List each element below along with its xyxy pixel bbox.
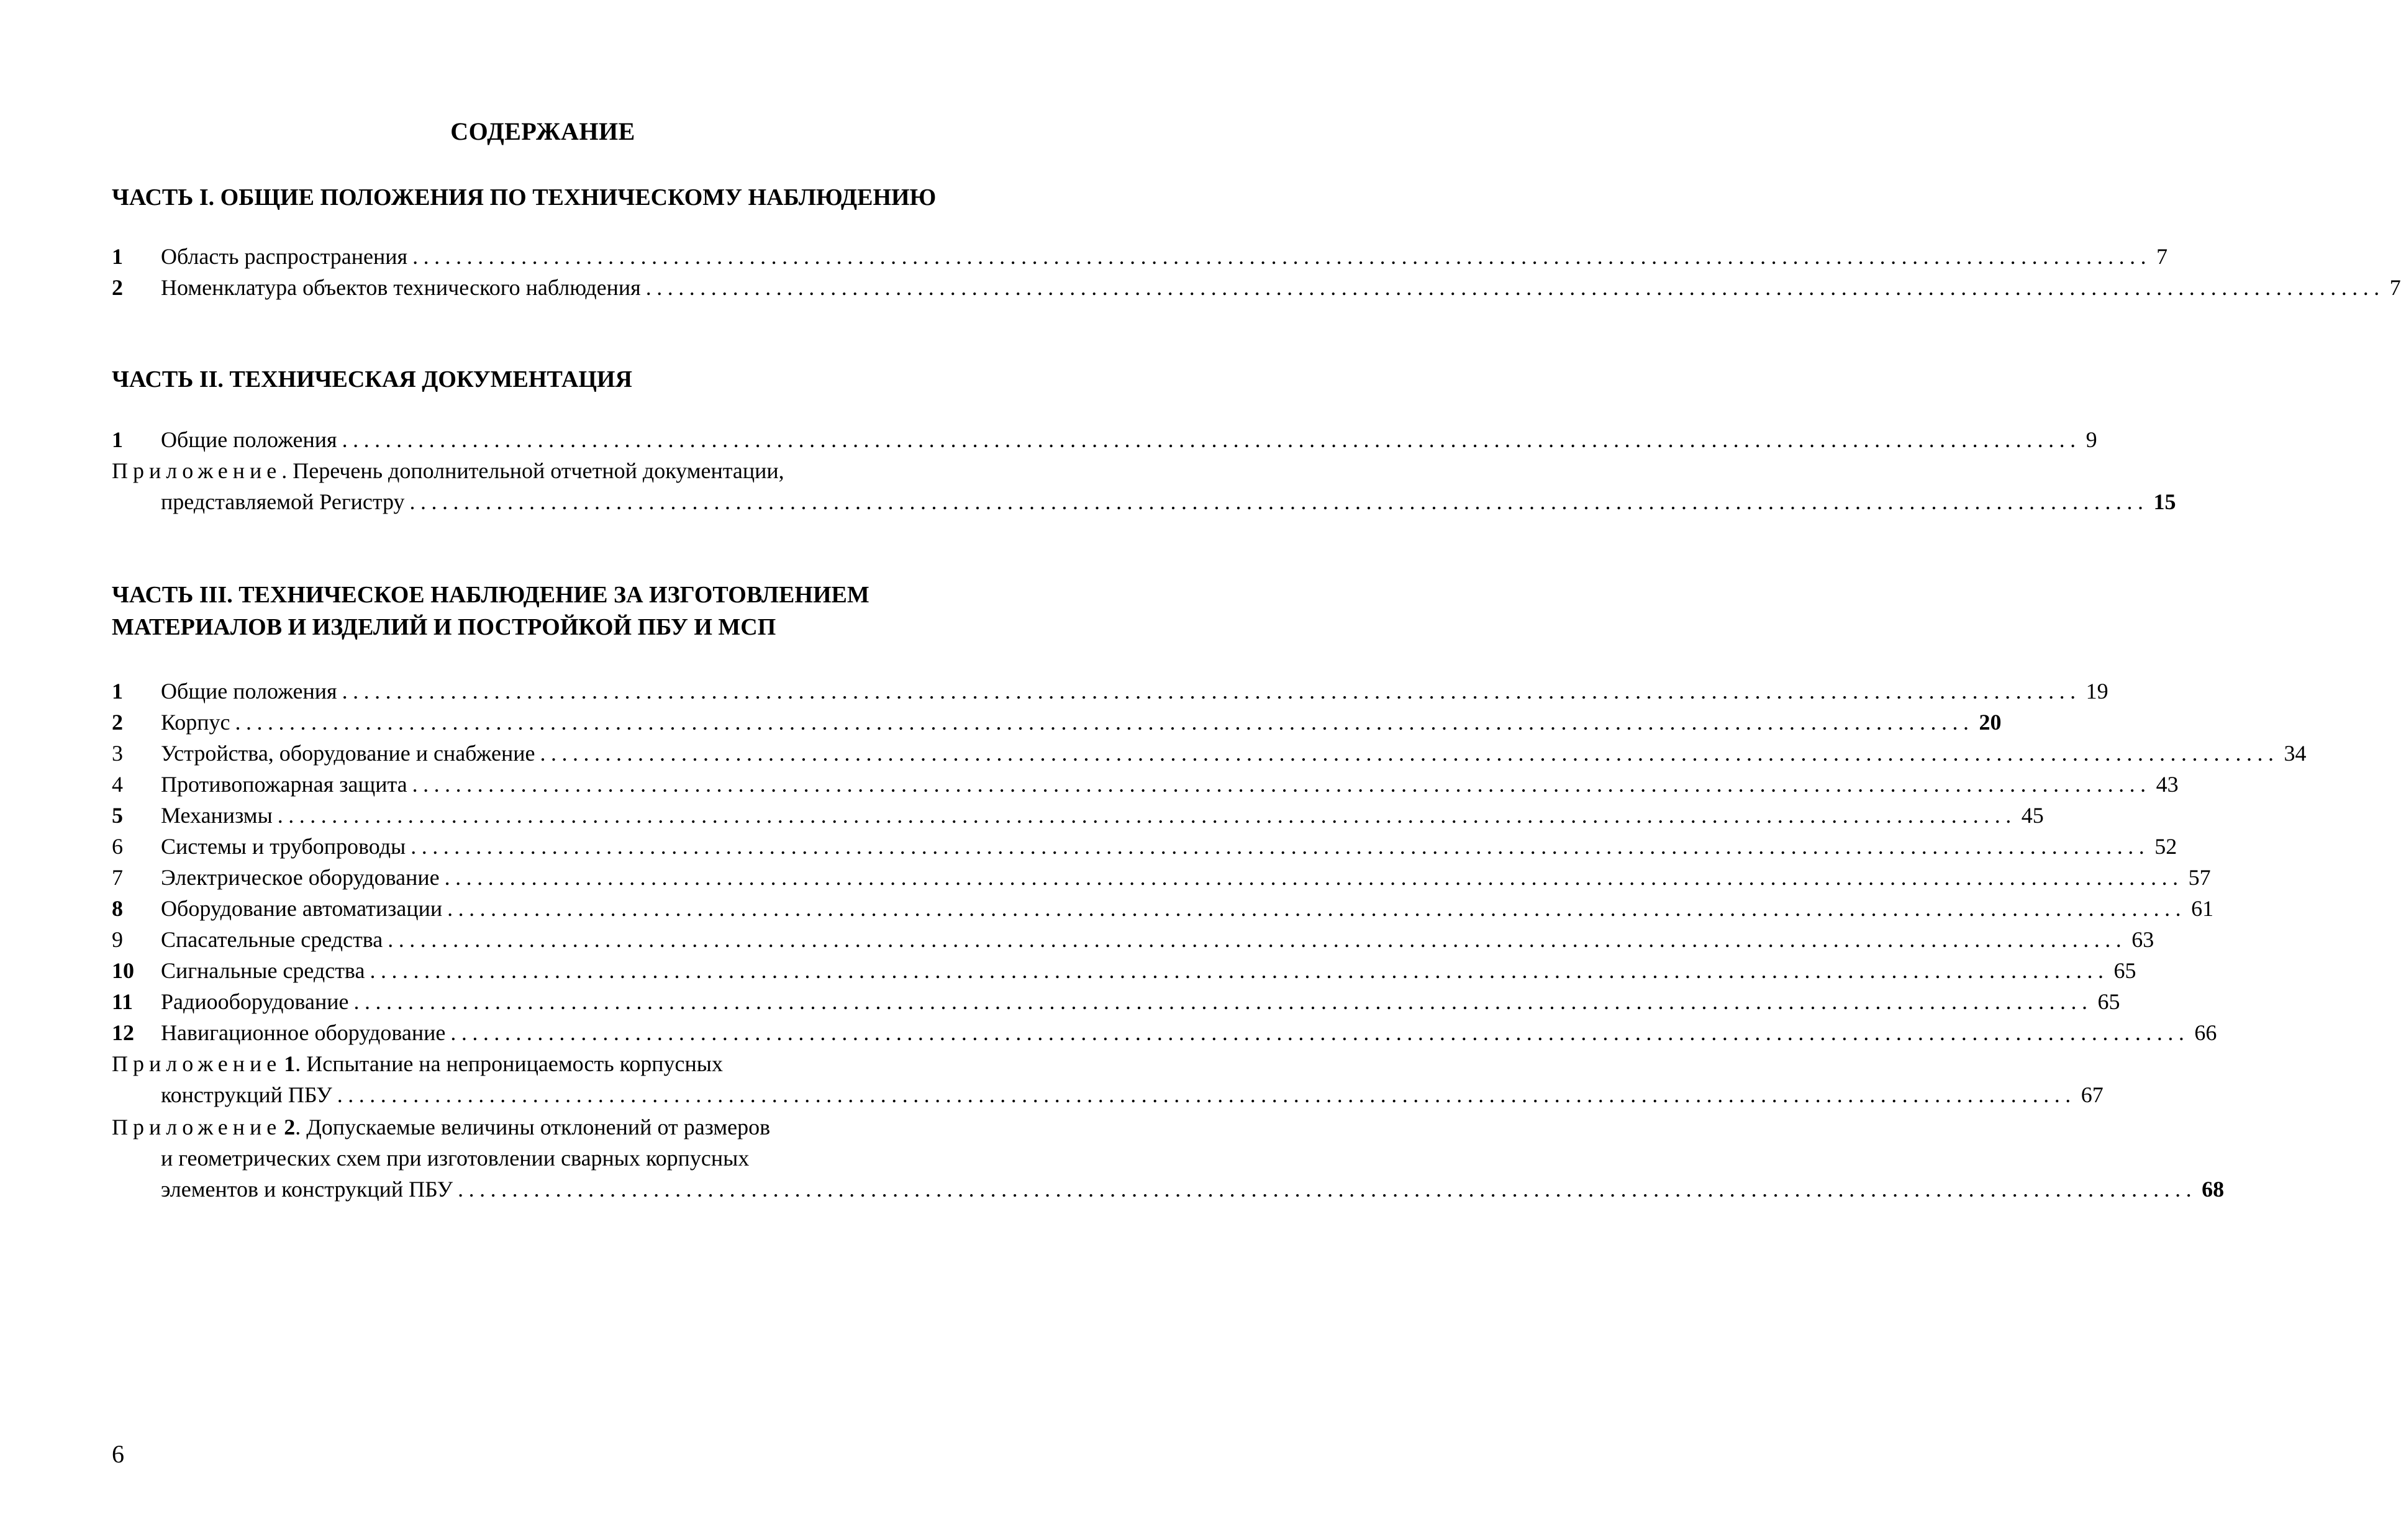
appendix-2-entry[interactable] [112, 1112, 994, 1143]
appendix-label: Приложение [112, 1115, 282, 1139]
toc-entry-number: 12 [112, 1020, 134, 1045]
appendix-2-line-2: и геометрических схем при изготовлении сварных корпусных [161, 1146, 750, 1171]
toc-entry-page: 65 [2113, 958, 2136, 983]
appendix-title-line-3: элементов и конструкций ПБУ [161, 1177, 453, 1202]
toc-entry-page: 57 [2188, 865, 2211, 890]
appendix-page: 67 [2081, 1082, 2104, 1107]
toc-entry-title: Противопожарная защита [161, 772, 407, 797]
appendix-page: 68 [2202, 1177, 2225, 1202]
part-3-heading-line-1: ЧАСТЬ III. ТЕХНИЧЕСКОЕ НАБЛЮДЕНИЕ ЗА ИЗГОТОВЛЕНИЕМ [112, 582, 869, 608]
toc-entry-number: 1 [112, 244, 123, 269]
toc-entry-number: 8 [112, 896, 123, 921]
toc-entry-page: 7 [2389, 275, 2401, 300]
toc-entry[interactable] [112, 676, 2108, 707]
toc-entry-page: 66 [2194, 1020, 2217, 1045]
part-2-heading: ЧАСТЬ II. ТЕХНИЧЕСКАЯ ДОКУМЕНТАЦИЯ [112, 366, 632, 392]
dot-leader: ................................................................................................................................................................ [450, 1020, 2190, 1045]
toc-entry-title: Спасательные средства [161, 927, 383, 952]
dot-leader: ................................................................................................................................................................ [412, 772, 2151, 797]
appendix-title-line-2: конструкций ПБУ [161, 1082, 332, 1107]
toc-entry-title: Механизмы [161, 803, 273, 828]
appendix-entry[interactable] [112, 455, 994, 486]
toc-entry-page: 45 [2021, 803, 2044, 828]
toc-entry-number: 6 [112, 834, 123, 859]
toc-entry-title: Навигационное оборудование [161, 1020, 446, 1045]
toc-entry-title: Устройства, оборудование и снабжение [161, 741, 535, 766]
toc-entry[interactable] [112, 955, 2136, 986]
dot-leader: ................................................................................................................................................................ [412, 244, 2152, 269]
part-3-heading-line-2: МАТЕРИАЛОВ И ИЗДЕЛИЙ И ПОСТРОЙКОЙ ПБУ И МСП [112, 614, 776, 640]
toc-entry[interactable] [112, 986, 2120, 1017]
dot-leader: ................................................................................................................................................................ [277, 803, 2017, 828]
toc-entry[interactable] [112, 424, 2097, 455]
toc-entry[interactable] [112, 831, 2177, 862]
toc-entry-page: 7 [2156, 244, 2168, 269]
toc-entry-page: 65 [2097, 989, 2120, 1014]
page-number: 6 [112, 1440, 124, 1468]
dot-leader: ................................................................................................................................................................ [444, 865, 2184, 890]
appendix-title-line-1: . Допускаемые величины отклонений от размеров [295, 1115, 771, 1139]
toc-entry-title: Корпус [161, 710, 230, 735]
appendix-entry-continuation[interactable] [161, 486, 2176, 517]
toc-entry-number: 7 [112, 865, 123, 890]
appendix-title-line-2: представляемой Регистру [161, 489, 405, 514]
toc-entry-number: 1 [112, 679, 123, 704]
toc-entry[interactable] [112, 241, 2168, 272]
dot-leader: ................................................................................................................................................................ [411, 834, 2150, 859]
appendix-title-line-1: . Испытание на непроницаемость корпусных [295, 1051, 723, 1076]
toc-entry[interactable] [112, 800, 2044, 831]
toc-entry-page: 63 [2131, 927, 2154, 952]
toc-entry-number: 5 [112, 803, 123, 828]
dot-leader: ................................................................................................................................................................ [342, 427, 2081, 452]
part-1-heading: ЧАСТЬ I. ОБЩИЕ ПОЛОЖЕНИЯ ПО ТЕХНИЧЕСКОМУ НАБЛЮДЕНИЮ [112, 184, 937, 211]
toc-entry-page: 34 [2284, 741, 2307, 766]
appendix-label: Приложение [112, 458, 282, 483]
appendix-label: Приложение [112, 1051, 282, 1076]
appendix-number: 2 [284, 1115, 296, 1139]
toc-entry-title: Область распространения [161, 244, 408, 269]
toc-entry-title: Общие положения [161, 427, 337, 452]
toc-entry-page: 52 [2154, 834, 2177, 859]
dot-leader: ................................................................................................................................................................ [388, 927, 2127, 952]
toc-entry-title: Общие положения [161, 679, 337, 704]
dot-leader: ................................................................................................................................................................ [458, 1177, 2197, 1202]
toc-entry[interactable] [112, 893, 2214, 924]
toc-entry-page: 9 [2086, 427, 2097, 452]
dot-leader: ................................................................................................................................................................ [235, 710, 1974, 735]
dot-leader: ................................................................................................................................................................ [370, 958, 2109, 983]
toc-entry-number: 2 [112, 275, 123, 300]
toc-entry[interactable] [112, 707, 2002, 738]
toc-entry[interactable] [112, 924, 2154, 955]
appendix-2-continuation[interactable] [161, 1174, 2225, 1205]
toc-entry[interactable] [112, 272, 2401, 303]
toc-entry-number: 2 [112, 710, 123, 735]
toc-entry-number: 9 [112, 927, 123, 952]
toc-entry-title: Системы и трубопроводы [161, 834, 406, 859]
toc-entry-number: 4 [112, 772, 123, 797]
toc-entry-title: Сигнальные средства [161, 958, 365, 983]
toc-entry-title: Электрическое оборудование [161, 865, 440, 890]
toc-entry-number: 1 [112, 427, 123, 452]
appendix-1-continuation[interactable] [161, 1079, 2104, 1110]
dot-leader: ................................................................................................................................................................ [409, 489, 2149, 514]
appendix-page: 15 [2153, 489, 2176, 514]
toc-entry-number: 11 [112, 989, 134, 1014]
appendix-number: 1 [284, 1051, 296, 1076]
dot-leader: ................................................................................................................................................................ [540, 741, 2279, 766]
toc-entry-page: 43 [2156, 772, 2179, 797]
toc-entry-page: 20 [1979, 710, 2002, 735]
toc-entry[interactable] [112, 862, 2211, 893]
dot-leader: ................................................................................................................................................................ [342, 679, 2081, 704]
dot-leader: ................................................................................................................................................................ [337, 1082, 2076, 1107]
toc-entry-title: Номенклатура объектов технического наблюдения [161, 275, 641, 300]
toc-entry-title: Радиооборудование [161, 989, 349, 1014]
appendix-title-line-1: . Перечень дополнительной отчетной документации, [281, 458, 784, 483]
toc-entry[interactable] [112, 1017, 2217, 1048]
toc-entry[interactable] [112, 738, 2307, 769]
toc-entry-page: 19 [2086, 679, 2108, 704]
dot-leader: ................................................................................................................................................................ [353, 989, 2093, 1014]
dot-leader: ................................................................................................................................................................ [645, 275, 2385, 300]
dot-leader: ................................................................................................................................................................ [447, 896, 2187, 921]
document-title: СОДЕРЖАНИЕ [450, 117, 635, 145]
toc-entry-number: 3 [112, 741, 123, 766]
toc-entry-title: Оборудование автоматизации [161, 896, 443, 921]
appendix-1-entry[interactable] [112, 1048, 994, 1079]
toc-entry-number: 10 [112, 958, 134, 983]
toc-entry-page: 61 [2191, 896, 2214, 921]
toc-entry[interactable] [112, 769, 2179, 800]
